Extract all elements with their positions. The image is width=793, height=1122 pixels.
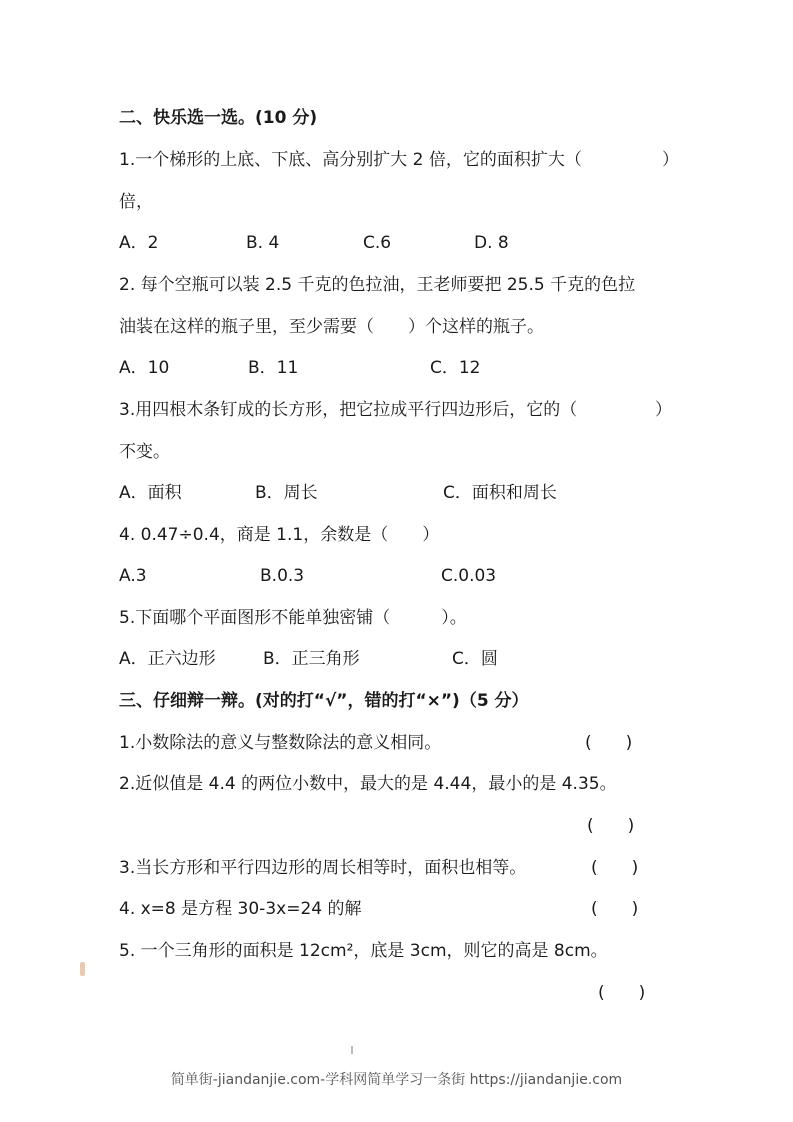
question-1-blank-close: ）: [662, 150, 679, 170]
question-4-option-b: B.0.3: [260, 566, 305, 586]
judge-item-5-text: 5. 一个三角形的面积是 12cm²，底是 3cm，则它的高是 8cm。: [119, 941, 608, 961]
section-3-heading: 三、仔细辩一辩。(对的打“√”，错的打“×”)（5 分）: [119, 691, 529, 711]
question-5-option-a: A．正六边形: [119, 649, 216, 669]
judge-item-1-text: 1.小数除法的意义与整数除法的意义相同。: [119, 733, 442, 753]
question-1-option-b: B. 4: [246, 233, 280, 253]
question-5-option-b: B．正三角形: [263, 649, 360, 669]
scan-artifact: [351, 1046, 353, 1054]
judge-item-2-answer-blank[interactable]: ( ): [587, 816, 635, 836]
judge-item-1-answer-blank[interactable]: ( ): [585, 733, 633, 753]
judge-item-5-answer-blank[interactable]: ( ): [598, 983, 646, 1003]
judge-item-3-answer-blank[interactable]: ( ): [591, 858, 639, 878]
judge-item-4-text: 4. x=8 是方程 30-3x=24 的解: [119, 899, 362, 919]
footer-watermark: 简单街-jiandanjie.com-学科网简单学习一条街 https://jiandanjie.com: [170, 1072, 623, 1088]
question-2-option-b: B．11: [248, 358, 299, 378]
question-3-text: 3.用四根木条钉成的长方形，把它拉成平行四边形后，它的（: [119, 400, 578, 420]
question-2-option-c: C．12: [430, 358, 481, 378]
question-1-text-cont: 倍，: [119, 192, 153, 212]
scan-artifact: [80, 962, 85, 976]
question-1-option-a: A．2: [119, 233, 159, 253]
question-3-option-a: A．面积: [119, 483, 182, 503]
question-1-option-c: C.6: [363, 233, 392, 253]
question-2-text-cont: 油装在这样的瓶子里，至少需要（ ）个这样的瓶子。: [119, 317, 544, 337]
judge-item-3-text: 3.当长方形和平行四边形的周长相等时，面积也相等。: [119, 858, 527, 878]
section-2-heading: 二、快乐选一选。(10 分): [119, 108, 318, 128]
question-2-text: 2. 每个空瓶可以装 2.5 千克的色拉油，王老师要把 25.5 千克的色拉: [119, 275, 636, 295]
question-1-option-d: D. 8: [474, 233, 509, 253]
question-5-text: 5.下面哪个平面图形不能单独密铺（ ）。: [119, 608, 467, 628]
question-1-text: 1.一个梯形的上底、下底、高分别扩大 2 倍，它的面积扩大（: [119, 150, 582, 170]
question-3-option-c: C．面积和周长: [443, 483, 557, 503]
question-4-text: 4. 0.47÷0.4，商是 1.1，余数是（ ）: [119, 525, 440, 545]
question-3-blank-close: ）: [655, 400, 672, 420]
question-2-option-a: A．10: [119, 358, 170, 378]
question-4-option-c: C.0.03: [441, 566, 497, 586]
question-3-text-cont: 不变。: [119, 442, 170, 462]
judge-item-2-text: 2.近似值是 4.4 的两位小数中，最大的是 4.44，最小的是 4.35。: [119, 774, 617, 794]
judge-item-4-answer-blank[interactable]: ( ): [591, 899, 639, 919]
question-5-option-c: C．圆: [452, 649, 498, 669]
question-3-option-b: B．周长: [255, 483, 318, 503]
question-4-option-a: A.3: [119, 566, 147, 586]
